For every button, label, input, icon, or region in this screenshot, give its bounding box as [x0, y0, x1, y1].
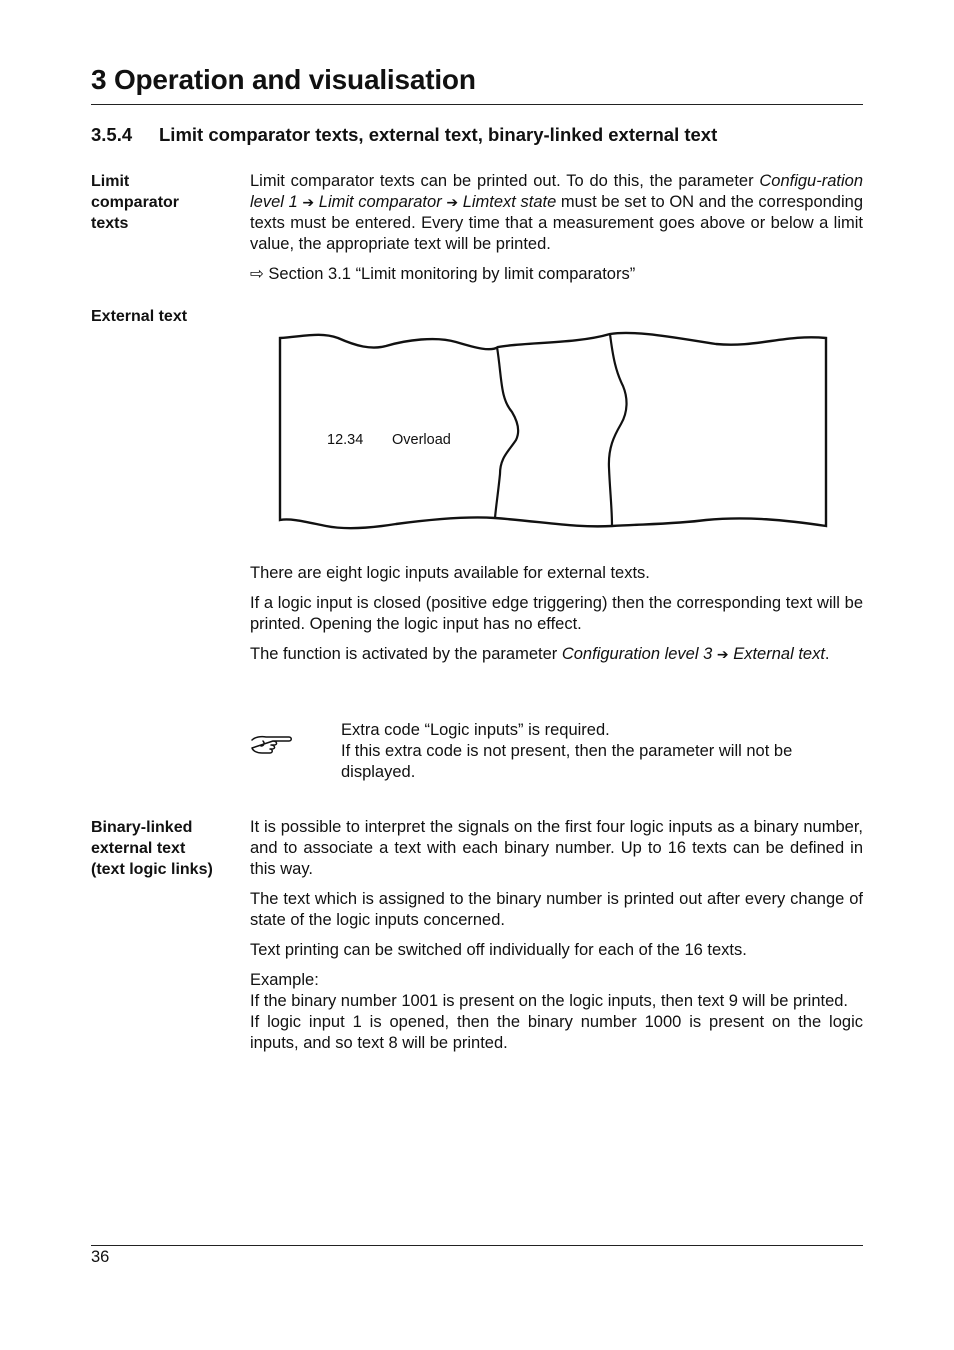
paragraph: There are eight logic inputs available for external texts.	[250, 564, 650, 582]
text-run: The function is activated by the parameter	[250, 645, 562, 663]
figure-text: Overload	[392, 432, 451, 448]
figure-value: 12.34	[327, 432, 364, 448]
section-title: Limit comparator texts, external text, binary-linked external text	[159, 124, 718, 145]
reference-arrow-icon: ⇨	[250, 265, 264, 283]
limit-comparator-label	[91, 171, 236, 234]
section-heading	[91, 124, 717, 146]
parameter-name: Limit comparator	[318, 193, 442, 211]
arrow-icon: ➔	[446, 194, 459, 210]
printout-strip-figure	[276, 328, 832, 534]
pointing-hand-icon	[249, 731, 295, 759]
external-text-label: External text	[91, 308, 188, 325]
printout-outline	[280, 333, 826, 528]
note-text	[341, 720, 863, 783]
tear-line	[609, 334, 627, 526]
chapter-title: 3 Operation and visualisation	[91, 64, 476, 95]
header-rule	[91, 104, 863, 105]
arrow-icon: ➔	[716, 646, 729, 662]
text-run: must be set to ON and the corresponding texts must be entered. Every time that a measurement goes above or below a limit value, the appropriate text will be printed.	[250, 193, 864, 253]
paragraph: The text which is assigned to the binary number is printed out after every change of state of the logic inputs concerned.	[250, 890, 863, 929]
limit-comparator-paragraph	[250, 171, 863, 264]
reference-text: Section 3.1 “Limit monitoring by limit comparators”	[268, 265, 636, 283]
page-number: 36	[91, 1248, 110, 1266]
label-line: external text	[91, 840, 186, 857]
label-line: comparator	[91, 194, 180, 211]
section-reference[interactable]	[250, 264, 635, 285]
label-line: (text logic links)	[91, 861, 213, 878]
label-line: texts	[91, 215, 129, 232]
label-line: Limit	[91, 173, 130, 190]
binary-linked-label	[91, 817, 236, 880]
arrow-icon: ➔	[302, 194, 315, 210]
example-label: Example:	[250, 971, 319, 989]
note-line: If this extra code is not present, then the parameter will not be displayed.	[341, 742, 793, 781]
paragraph: Text printing can be switched off individually for each of the 16 texts.	[250, 941, 747, 959]
parameter-name: Configuration level 3	[561, 645, 713, 663]
section-number: 3.5.4	[91, 124, 133, 145]
tear-line	[495, 347, 518, 518]
paragraph: If a logic input is closed (positive edge triggering) then the corresponding text will be printed. Opening the logic input has no effect.	[250, 594, 863, 633]
text-run: .	[824, 645, 830, 663]
parameter-name: Configu-ration level 1	[250, 172, 863, 211]
paragraph: It is possible to interpret the signals on the first four logic inputs as a binary number, and to associate a text with each binary number. Up to 16 texts can be defined in this way.	[250, 818, 863, 878]
paragraph	[250, 644, 863, 665]
example-line: If logic input 1 is opened, then the binary number 1000 is present on the logic inputs, and so text 8 will be printed.	[250, 1013, 863, 1052]
parameter-name: Limtext state	[462, 193, 557, 211]
external-text-body	[250, 563, 863, 674]
example-line: If the binary number 1001 is present on the logic inputs, then text 9 will be printed.	[250, 992, 849, 1010]
parameter-name: External text	[733, 645, 825, 663]
label-line: Binary-linked	[91, 819, 193, 836]
binary-linked-body	[250, 817, 863, 1063]
footer-rule	[91, 1245, 863, 1246]
example-block	[250, 970, 863, 1054]
note-line: Extra code “Logic inputs” is required.	[341, 721, 610, 739]
text-run: Limit comparator texts can be printed out. To do this, the parameter	[250, 172, 760, 190]
